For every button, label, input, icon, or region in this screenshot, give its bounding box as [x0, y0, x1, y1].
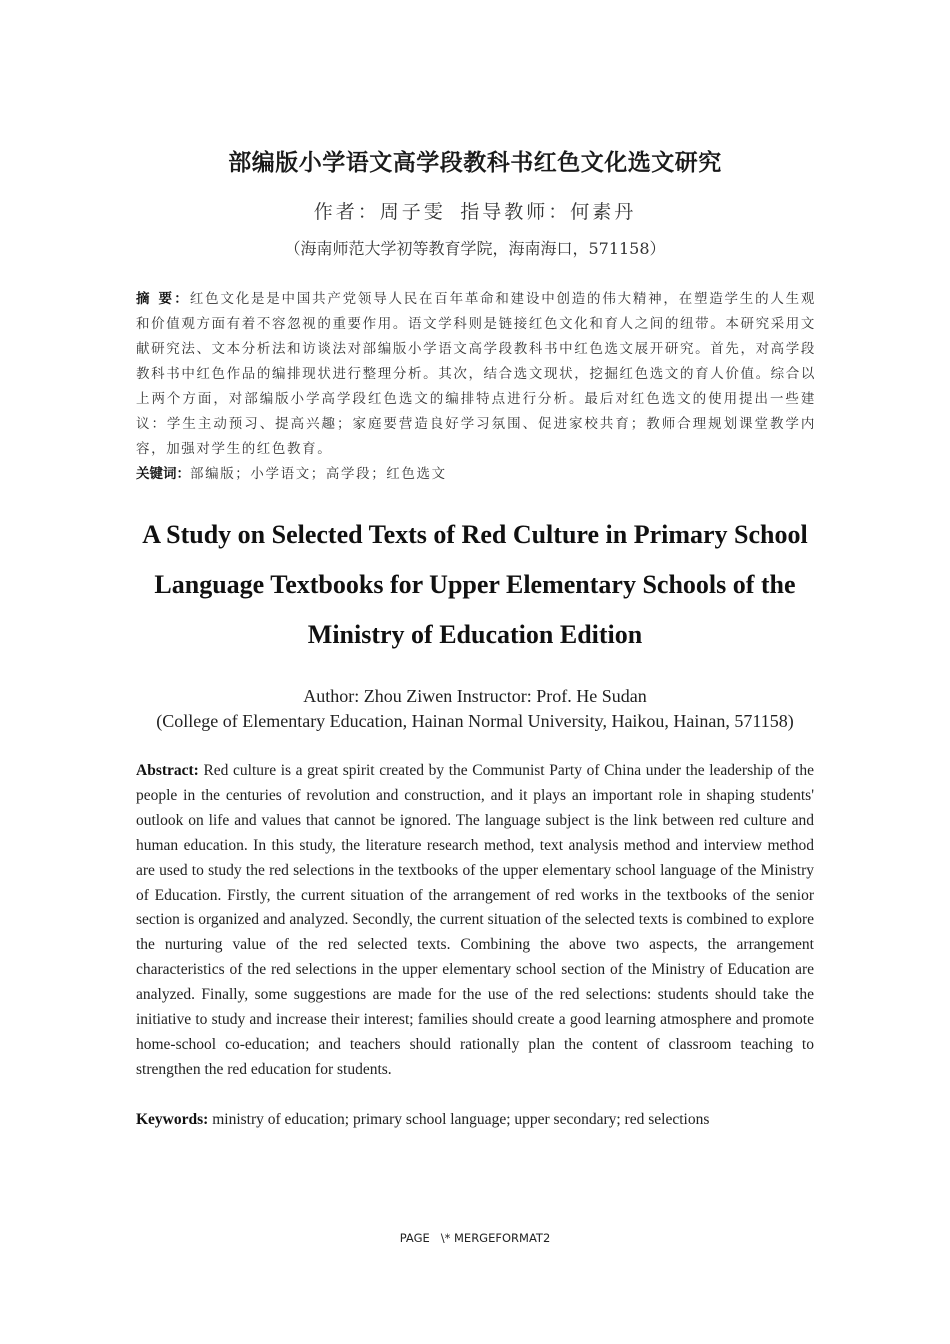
english-keywords-label: Keywords: [136, 1111, 209, 1128]
page-footer-field: PAGE \* MERGEFORMAT2 [399, 1231, 551, 1245]
chinese-keywords [136, 462, 816, 487]
chinese-author-line: 作者：周子雯 指导教师：何素丹 [313, 201, 637, 223]
chinese-abstract-label: 摘 要： [136, 291, 190, 307]
english-abstract-label: Abstract: [136, 762, 199, 779]
chinese-abstract [136, 287, 816, 462]
chinese-keywords-text: 部编版；小学语文；高学段；红色选文 [190, 466, 447, 482]
chinese-affiliation: （海南师范大学初等教育学院，海南海口，571158） [284, 239, 666, 258]
english-affiliation: (College of Elementary Education, Hainan Normal University, Haikou, Hainan, 571158) [156, 711, 794, 731]
chinese-title: 部编版小学语文高学段教科书红色文化选文研究 [228, 149, 722, 176]
chinese-abstract-text: 红色文化是是中国共产党领导人民在百年革命和建设中创造的伟大精神，在塑造学生的人生观和价值观方面有着不容忽视的重要作用。语文学科则是链接红色文化和育人之间的纽带。本研究采用文献研究法、文本分析法和访谈法对部编版小学语文高学段教科书中红色选文展开研究。首先，对高学段教科书中红色作品的编排现状进行整理分析。其次，结合选文现状，挖掘红色选文的育人价值。综合以上两个方面，对部编版小学高学段红色选文的编排特点进行分析。最后对红色选文的使用提出一些建议：学生主动预习、提高兴趣；家庭要营造良好学习氛围、促进家校共育；教师合理规划课堂教学内容，加强对学生的红色教育。 [136, 291, 816, 457]
english-title: A Study on Selected Texts of Red Culture in Primary School Language Textbooks for Upper Elementary Schools of the Ministry of Education Edition [142, 520, 808, 649]
english-abstract [136, 759, 814, 1083]
english-abstract-text: Red culture is a great spirit created by the Communist Party of China under the leadership of the people in the centuries of revolution and construction, and it plays an important role in shaping students' outlook on life and values that cannot be ignored. The language subject is the link between red culture and human education. In this study, the literature research method, text analysis method and interview method are used to study the red selections in the textbooks of the upper elementary school language of the Ministry of Education. Firstly, the current situation of the arrangement of red works in the textbooks of the senior section is organized and analyzed. Secondly, the current situation of the selected texts is combined to explore the nurturing value of the red selected texts. Combining the above two aspects, the arrangement characteristics of the red selections in the upper elementary school section of the Ministry of Education are analyzed. Finally, some suggestions are made for the use of the red selections: students should take the initiative to study and increase their interest; families should create a good learning atmosphere and promote home-school co-education; and teachers should rationally plan the content of classroom teaching to strengthen the red education for students. [136, 762, 814, 1078]
english-keywords-text: ministry of education; primary school language; upper secondary; red selections [208, 1111, 710, 1128]
english-keywords [136, 1107, 814, 1132]
english-author-line: Author: Zhou Ziwen Instructor: Prof. He Sudan [303, 686, 647, 706]
chinese-keywords-label: 关键词： [136, 466, 190, 482]
